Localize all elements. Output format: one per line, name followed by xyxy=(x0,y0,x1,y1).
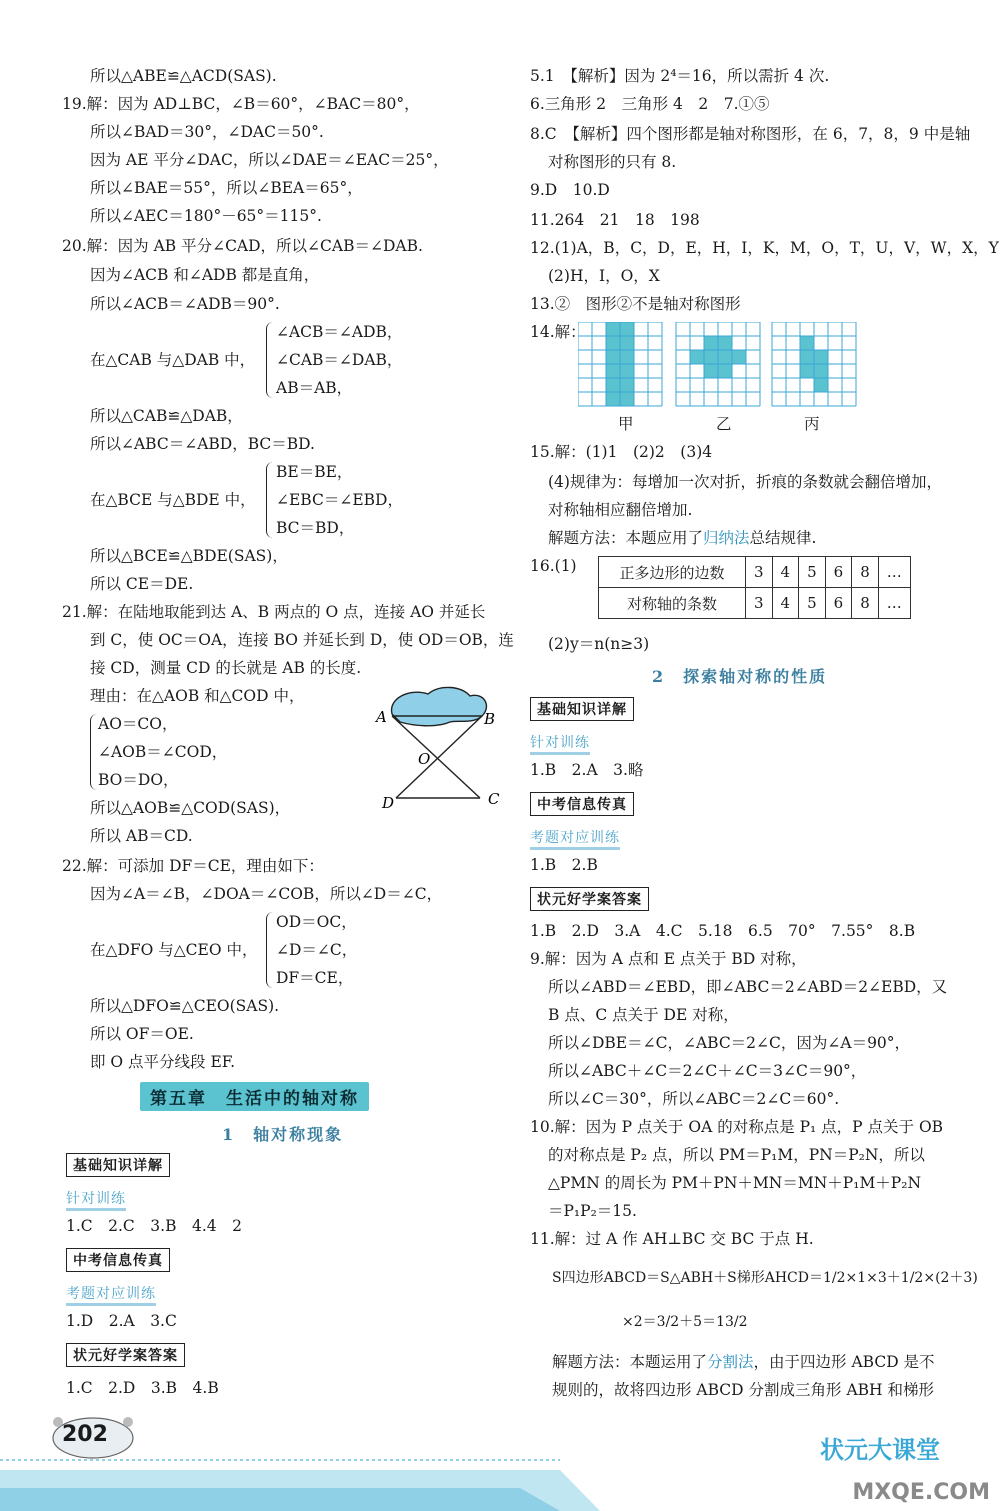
table-cell: 4 xyxy=(772,557,799,588)
text-line: 接 CD，测量 CD 的长就是 AB 的长度. xyxy=(90,659,362,677)
table-cell: 6 xyxy=(825,557,852,588)
brace-line: DF＝CE， xyxy=(276,969,354,987)
table-cell: … xyxy=(878,557,910,588)
text-line: (4)规律为：每增加一次对折，折痕的条数就会翻倍增加， xyxy=(548,473,942,491)
watermark: MXQE.COM xyxy=(852,1480,990,1505)
grid-cell-filled xyxy=(800,336,814,350)
grid-cell-filled xyxy=(620,364,634,378)
section-header: 基础知识详解 xyxy=(530,697,634,721)
method-highlight: 归纳法 xyxy=(703,529,750,547)
text-line: 8.C 【解析】四个图形都是轴对称图形，在 6，7，8，9 中是轴 xyxy=(530,125,971,143)
answer-line: 1.B 2.B xyxy=(530,856,598,874)
method-suffix: 总结规律. xyxy=(749,529,817,547)
text-line: 所以△ABE≌△ACD(SAS). xyxy=(90,67,277,85)
text-line: 9.D 10.D xyxy=(530,181,610,199)
section-header: 中考信息传真 xyxy=(530,792,634,816)
section-title: 2 探索轴对称的性质 xyxy=(652,667,828,686)
table-cell: 正多边形的边数 xyxy=(599,557,746,588)
text-line: (2)y＝n(n≥3) xyxy=(548,635,650,653)
table-cell: 5 xyxy=(799,588,826,619)
grid-cell-filled xyxy=(718,350,732,364)
polygon-table xyxy=(598,556,911,619)
text-line: 所以△DFO≌△CEO(SAS). xyxy=(90,997,280,1015)
grid-cell-filled xyxy=(814,350,828,364)
grid-cell-filled xyxy=(606,392,620,406)
lake-shape xyxy=(392,687,487,725)
text-line: 21.解：在陆地取能到达 A、B 两点的 O 点，连接 AO 并延长 xyxy=(62,603,486,621)
text-line: 所以 OF＝OE. xyxy=(90,1025,194,1043)
grid-cell-filled xyxy=(718,336,732,350)
page-number: 202 xyxy=(62,1422,108,1447)
segment-ac xyxy=(392,716,480,798)
text-line: 9.解：因为 A 点和 E 点关于 BD 对称， xyxy=(530,950,807,968)
text-line xyxy=(548,528,816,548)
section-header: 状元好学案答案 xyxy=(66,1343,185,1367)
brace xyxy=(266,912,273,988)
lake-figure xyxy=(370,680,510,820)
chapter-title: 第五章 生活中的轴对称 xyxy=(140,1082,369,1111)
brace-line: BE＝BE， xyxy=(276,463,353,481)
grid-cell-filled xyxy=(606,336,620,350)
text-line: 到 C，使 OC＝OA，连接 BO 并延长到 D，使 OD＝OB，连 xyxy=(90,631,514,649)
text-line: 所以△CAB≌△DAB， xyxy=(90,407,243,425)
grid-cell-filled xyxy=(814,378,828,392)
method-suffix: ，由于四边形 ABCD 是不 xyxy=(753,1353,935,1371)
text-line: 19.解：因为 AD⊥BC，∠B＝60°，∠BAC＝80°， xyxy=(62,95,420,113)
text-line: 所以∠BAD＝30°，∠DAC＝50°. xyxy=(90,123,324,141)
brace-line: ∠EBC＝∠EBD， xyxy=(276,491,403,509)
text-line: 所以 AB＝CD. xyxy=(90,827,193,845)
text-line: 20.解：因为 AB 平分∠CAD，所以∠CAB＝∠DAB. xyxy=(62,237,423,255)
table-cell: 8 xyxy=(852,588,879,619)
brace xyxy=(90,714,97,790)
brand-logo: 状元大课堂 xyxy=(820,1436,940,1464)
text-line: (2)H，I，O，X xyxy=(548,267,660,285)
text-line: 16.(1) xyxy=(530,557,577,575)
grid-cell-filled xyxy=(620,350,634,364)
grid-cell-filled xyxy=(732,350,746,364)
label-o: O xyxy=(418,750,431,768)
grid-cell-filled xyxy=(620,336,634,350)
table-cell: 5 xyxy=(799,557,826,588)
text-line: 所以∠ABC＋∠C＝2∠C＋∠C＝3∠C＝90°， xyxy=(548,1062,867,1080)
brace-line: AB＝AB， xyxy=(276,379,353,397)
section-title: 1 轴对称现象 xyxy=(222,1125,344,1144)
label-d: D xyxy=(382,794,395,812)
text-line: 所以∠BAE＝55°，所以∠BEA＝65°， xyxy=(90,179,363,197)
segment-bd xyxy=(396,716,482,798)
grid-label: 乙 xyxy=(716,415,732,433)
text-line: 在△DFO 与△CEO 中， xyxy=(90,941,258,959)
section-header: 状元好学案答案 xyxy=(530,887,649,911)
answer-line: 1.B 2.D 3.A 4.C 5.18 6.5 70° 7.55° 8.B xyxy=(530,922,916,940)
text-line: ＝P₁P₂＝15. xyxy=(548,1202,637,1220)
answer-line: 1.D 2.A 3.C xyxy=(66,1312,177,1330)
grid-cell-filled xyxy=(704,350,718,364)
table-cell: 3 xyxy=(746,588,773,619)
table-cell: 4 xyxy=(772,588,799,619)
label-c: C xyxy=(488,790,500,808)
text-line: 11.解：过 A 作 AH⊥BC 交 BC 于点 H. xyxy=(530,1230,814,1248)
grid-cell-filled xyxy=(620,392,634,406)
text-line: 在△BCE 与△BDE 中， xyxy=(90,491,256,509)
formula-line: S四边形ABCD＝S△ABH＋S梯形AHCD＝1/2×1×3＋1/2×(2＋3) xyxy=(552,1270,978,1286)
text-line: 11.264 21 18 198 xyxy=(530,211,700,229)
text-line: 因为∠A＝∠B，∠DOA＝∠COB，所以∠D＝∠C， xyxy=(90,885,443,903)
brace-line: BC＝BD， xyxy=(276,519,355,537)
text-line: △PMN 的周长为 PM＋PN＋MN＝MN＋P₁M＋P₂N xyxy=(548,1174,922,1192)
table-cell: 8 xyxy=(852,557,879,588)
brace-line: ∠AOB＝∠COD， xyxy=(98,743,228,761)
text-line: 13.② 图形②不是轴对称图形 xyxy=(530,295,741,313)
grid-cell-filled xyxy=(718,364,732,378)
table-row xyxy=(599,588,911,619)
text-line: 所以∠AEC＝180°－65°＝115°. xyxy=(90,207,322,225)
grid-label: 丙 xyxy=(804,415,820,433)
text-line: 5.1 【解析】因为 2⁴＝16，所以需折 4 次. xyxy=(530,67,830,85)
method-highlight: 分割法 xyxy=(707,1353,754,1371)
method-prefix: 解题方法：本题运用了 xyxy=(552,1353,708,1371)
table-cell: 6 xyxy=(825,588,852,619)
grid-cell-filled xyxy=(620,378,634,392)
subsection-label: 考题对应训练 xyxy=(66,1283,156,1306)
brace-line: AO＝CO， xyxy=(98,715,178,733)
brace-line: OD＝OC， xyxy=(276,913,357,931)
method-prefix: 解题方法：本题应用了 xyxy=(548,529,704,547)
subsection-label: 考题对应训练 xyxy=(530,827,620,850)
answer-line: 1.C 2.C 3.B 4.4 2 xyxy=(66,1217,242,1235)
text-line: 所以∠ABD＝∠EBD，即∠ABC＝2∠ABD＝2∠EBD，又 xyxy=(548,978,948,996)
brace-line: BO＝DO， xyxy=(98,771,179,789)
brace-line: ∠CAB＝∠DAB， xyxy=(276,351,403,369)
table-cell: 3 xyxy=(746,557,773,588)
text-line: 因为 AE 平分∠DAC，所以∠DAE＝∠EAC＝25°， xyxy=(90,151,449,169)
grid-figures xyxy=(578,322,858,412)
text-line: 即 O 点平分线段 EF. xyxy=(90,1053,236,1071)
text-line: 所以∠ACB＝∠ADB＝90°. xyxy=(90,295,280,313)
text-line: 22.解：可添加 DF＝CE，理由如下： xyxy=(62,857,324,875)
table-cell: … xyxy=(878,588,910,619)
brace xyxy=(266,462,273,538)
grid-cell-filled xyxy=(704,336,718,350)
brace-line: ∠D＝∠C， xyxy=(276,941,358,959)
grid-cell-filled xyxy=(606,350,620,364)
text-line: 14.解： xyxy=(530,323,586,341)
section-header: 中考信息传真 xyxy=(66,1248,170,1272)
text-line: 对称图形的只有 8. xyxy=(548,153,677,171)
answer-line: 1.C 2.D 3.B 4.B xyxy=(66,1379,219,1397)
grid-cell-filled xyxy=(690,350,704,364)
text-line: 的对称点是 P₂ 点，所以 PM＝P₁M，PN＝P₂N，所以 xyxy=(548,1146,925,1164)
text-line: 所以∠C＝30°，所以∠ABC＝2∠C＝60°. xyxy=(548,1090,840,1108)
grid-cell-filled xyxy=(800,350,814,364)
grid-cell-filled xyxy=(814,364,828,378)
text-line: 所以 CE＝DE. xyxy=(90,575,194,593)
table-row xyxy=(599,557,911,588)
text-line: B 点、C 点关于 DE 对称， xyxy=(548,1006,739,1024)
text-line: 在△CAB 与△DAB 中， xyxy=(90,351,256,369)
table-cell: 对称轴的条数 xyxy=(599,588,746,619)
brace xyxy=(266,322,273,398)
text-line: 所以△BCE≌△BDE(SAS)， xyxy=(90,547,288,565)
text-line: 15.解：(1)1 (2)2 (3)4 xyxy=(530,443,713,461)
grid-cell-filled xyxy=(606,378,620,392)
text-line: 所以∠ABC＝∠ABD，BC＝BD. xyxy=(90,435,315,453)
text-line: 对称轴相应翻倍增加. xyxy=(548,501,693,519)
text-line: 因为∠ACB 和∠ADB 都是直角， xyxy=(90,266,320,284)
grid-cell-filled xyxy=(606,364,620,378)
subsection-label: 针对训练 xyxy=(530,732,590,755)
grid-cell-filled xyxy=(606,322,620,336)
subsection-label: 针对训练 xyxy=(66,1188,126,1211)
grid-cell-filled xyxy=(800,364,814,378)
formula-line: ×2＝3/2＋5＝13/2 xyxy=(622,1314,748,1330)
label-b: B xyxy=(484,710,496,728)
label-a: A xyxy=(376,708,387,726)
answer-line: 1.B 2.A 3.略 xyxy=(530,761,644,779)
text-line: 所以∠DBE＝∠C，∠ABC＝2∠C，因为∠A＝90°， xyxy=(548,1034,911,1052)
grid-label: 甲 xyxy=(618,415,634,433)
text-line xyxy=(552,1352,935,1372)
text-line: 6.三角形 2 三角形 4 2 7.①⑤ xyxy=(530,95,770,113)
text-line: 所以△AOB≌△COD(SAS)， xyxy=(90,799,291,817)
section-header: 基础知识详解 xyxy=(66,1153,170,1177)
text-line: 理由：在△AOB 和△COD 中， xyxy=(90,687,305,705)
grid-cell-filled xyxy=(620,322,634,336)
text-line: 12.(1)A，B，C，D，E，H，I，K，M，O，T，U，V，W，X，Y xyxy=(530,239,999,257)
brace-line: ∠ACB＝∠ADB， xyxy=(276,323,403,341)
text-line: 10.解：因为 P 点关于 OA 的对称点是 P₁ 点，P 点关于 OB xyxy=(530,1118,944,1136)
grid-cell-filled xyxy=(704,364,718,378)
text-line: 规则的，故将四边形 ABCD 分割成三角形 ABH 和梯形 xyxy=(552,1381,934,1399)
